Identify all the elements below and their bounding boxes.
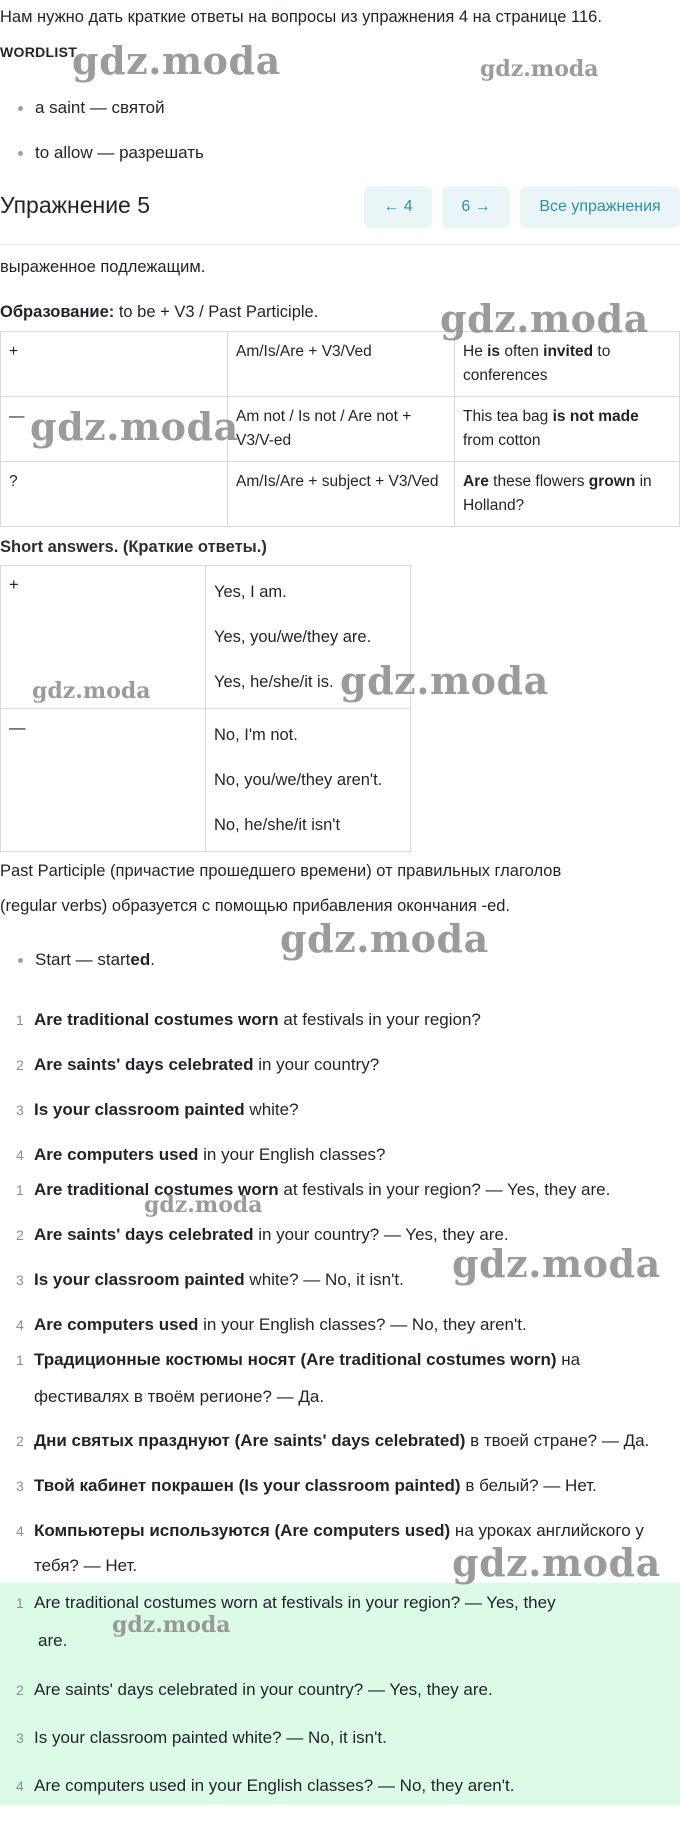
list-item — [16, 1593, 556, 1613]
cell-bold: is — [487, 343, 501, 360]
item-bold: Are computers used — [34, 1315, 199, 1334]
item-number: 2 — [16, 1227, 24, 1243]
list-item-continuation: are. — [38, 1631, 68, 1650]
list-item — [16, 1180, 610, 1200]
cell-text: to conferences — [463, 343, 611, 384]
item-number: 4 — [16, 1523, 24, 1539]
item-number: 2 — [16, 1057, 24, 1073]
prev-exercise-button[interactable]: ← 4 — [364, 186, 432, 228]
item-text: Are traditional costumes worn at festivals in your region? — Yes, they — [34, 1593, 556, 1612]
table-cell: Am/Is/Are + V3/Ved — [228, 332, 455, 397]
list-item — [16, 1145, 385, 1165]
all-exercises-button[interactable]: Все упражнения — [520, 186, 680, 228]
watermark: gdz.moda — [30, 404, 239, 449]
item-bold: Are traditional costumes worn — [34, 1010, 279, 1029]
short-answer: Yes, you/we/they are. — [214, 628, 372, 646]
item-number: 1 — [16, 1352, 24, 1368]
table-cell — [455, 397, 680, 462]
cell-bold: grown — [588, 473, 636, 490]
list-item — [16, 1680, 493, 1700]
item-bold: Твой кабинет покрашен (Is your classroom painted) — [34, 1476, 461, 1495]
example-item — [18, 950, 155, 970]
list-item — [16, 1521, 644, 1541]
wordlist-item — [18, 98, 165, 118]
item-number: 2 — [16, 1682, 24, 1698]
wordlist-heading: WORDLIST — [0, 44, 78, 60]
list-item — [16, 1315, 527, 1335]
pp-line: (regular verbs) образуется с помощью прибавления окончания -ed. — [0, 897, 511, 915]
table-cell: ? — [1, 462, 228, 527]
watermark: gdz.moda — [480, 56, 599, 82]
cell-text: often — [500, 343, 544, 360]
bullet-icon — [18, 106, 23, 111]
header-divider — [0, 244, 680, 245]
list-item — [16, 1776, 514, 1796]
intro-text: Нам нужно дать краткие ответы на вопросы из упражнения 4 на странице 116. — [0, 8, 602, 26]
item-text: Are computers used in your English classes? — No, they aren't. — [34, 1776, 515, 1795]
cell-text: from cotton — [463, 432, 541, 449]
cell-text: He — [463, 343, 488, 360]
item-text: at festivals in your region? — [278, 1010, 481, 1029]
item-bold: Are saints' days celebrated — [34, 1055, 254, 1074]
short-answer: No, you/we/they aren't. — [214, 771, 383, 789]
list-item — [16, 1350, 580, 1370]
short-answer: No, he/she/it isn't — [214, 816, 341, 834]
short-answer: Yes, I am. — [214, 583, 287, 601]
short-answers-heading: Short answers. (Краткие ответы.) — [0, 538, 267, 556]
example-text: . — [150, 950, 155, 969]
wordlist-item-text: to allow — разрешать — [35, 143, 204, 162]
theory-line: выраженное подлежащим. — [0, 258, 206, 276]
item-text: in your country? — Yes, they are. — [253, 1225, 509, 1244]
watermark: gdz.moda — [112, 1612, 231, 1638]
list-item — [16, 1431, 649, 1451]
example-bold: ed — [130, 950, 151, 969]
list-item — [16, 1100, 299, 1120]
list-item — [16, 1270, 404, 1290]
item-bold: Are computers used — [34, 1145, 199, 1164]
item-text: white? — No, it isn't. — [244, 1270, 404, 1289]
cell-bold: is not made — [552, 408, 639, 425]
cell-text: in Holland? — [463, 473, 652, 514]
item-number: 3 — [16, 1272, 24, 1288]
next-exercise-button[interactable]: 6 → — [442, 186, 510, 228]
item-bold: Is your classroom painted — [34, 1270, 245, 1289]
item-number: 4 — [16, 1317, 24, 1333]
list-item — [16, 1728, 387, 1748]
item-number: 4 — [16, 1778, 24, 1794]
bullet-icon — [18, 151, 23, 156]
item-number: 3 — [16, 1102, 24, 1118]
item-bold: Are saints' days celebrated — [34, 1225, 254, 1244]
short-answers-table — [0, 565, 411, 852]
table-cell: + — [1, 332, 228, 397]
table-cell: Am/Is/Are + subject + V3/Ved — [228, 462, 455, 527]
watermark: gdz.moda — [440, 296, 649, 341]
item-number: 3 — [16, 1478, 24, 1494]
item-number: 1 — [16, 1012, 24, 1028]
wordlist-item-text: a saint — святой — [35, 98, 165, 117]
item-bold: Компьютеры используются (Are computers used) — [34, 1521, 451, 1540]
cell-bold: invited — [543, 343, 594, 360]
watermark: gdz.moda — [144, 1192, 263, 1218]
table-cell: + — [1, 566, 206, 709]
item-text: Are saints' days celebrated in your country? — Yes, they are. — [34, 1680, 493, 1699]
item-number: 1 — [16, 1182, 24, 1198]
list-item-continuation: тебя? — Нет. — [34, 1556, 138, 1575]
table-row — [1, 709, 411, 852]
item-number: 4 — [16, 1147, 24, 1163]
list-item — [16, 1225, 509, 1245]
watermark: gdz.moda — [280, 916, 489, 961]
item-text: в твоей стране? — Да. — [465, 1431, 650, 1450]
item-text: in your English classes? — [198, 1145, 386, 1164]
watermark: gdz.moda — [32, 678, 151, 704]
table-row — [1, 332, 680, 397]
item-bold: Традиционные костюмы носят (Are traditional costumes worn) — [34, 1350, 557, 1369]
pp-line: Past Participle (причастие прошедшего времени) от правильных глаголов — [0, 862, 562, 880]
item-text: in your country? — [253, 1055, 380, 1074]
table-row — [1, 462, 680, 527]
example-text: Start — start — [35, 950, 131, 969]
watermark: gdz.moda — [340, 658, 549, 703]
watermark: gdz.moda — [72, 38, 281, 83]
formation-label: Образование: — [0, 303, 115, 321]
short-answer: Yes, he/she/it is. — [214, 673, 334, 691]
item-bold: Are traditional costumes worn — [34, 1180, 279, 1199]
item-text: at festivals in your region? — Yes, they are. — [278, 1180, 611, 1199]
formation-text: to be + V3 / Past Participle. — [114, 303, 319, 321]
list-item-continuation: фестивалях в твоём регионе? — Да. — [34, 1387, 325, 1406]
table-cell — [206, 709, 411, 852]
wordlist-item — [18, 143, 204, 163]
table-cell: — — [1, 709, 206, 852]
cell-text: This tea bag — [463, 408, 553, 425]
short-answer: No, I'm not. — [214, 726, 298, 744]
table-cell — [455, 462, 680, 527]
item-text: на уроках английского у — [450, 1521, 644, 1540]
list-item — [16, 1010, 481, 1030]
item-text: white? — [244, 1100, 299, 1119]
item-bold: Is your classroom painted — [34, 1100, 245, 1119]
item-number: 2 — [16, 1433, 24, 1449]
bullet-icon — [18, 958, 23, 963]
table-cell: — — [1, 397, 228, 462]
list-item — [16, 1055, 379, 1075]
item-text: в белый? — Нет. — [460, 1476, 597, 1495]
item-number: 1 — [16, 1595, 24, 1611]
item-text: in your English classes? — No, they aren't. — [198, 1315, 527, 1334]
item-number: 3 — [16, 1730, 24, 1746]
item-text: Is your classroom painted white? — No, it isn't. — [34, 1728, 387, 1747]
exercise-title: Упражнение 5 — [0, 192, 151, 218]
item-bold: Дни святых празднуют (Are saints' days celebrated) — [34, 1431, 466, 1450]
item-text: на — [556, 1350, 581, 1369]
watermark: gdz.moda — [452, 1241, 661, 1286]
list-item — [16, 1476, 597, 1496]
cell-bold: Are — [463, 473, 489, 490]
watermark: gdz.moda — [452, 1540, 661, 1585]
table-cell — [455, 332, 680, 397]
formation-line — [0, 303, 318, 322]
table-cell: Am not / Is not / Are not + V3/V-ed — [228, 397, 455, 462]
cell-text: these flowers — [488, 473, 589, 490]
